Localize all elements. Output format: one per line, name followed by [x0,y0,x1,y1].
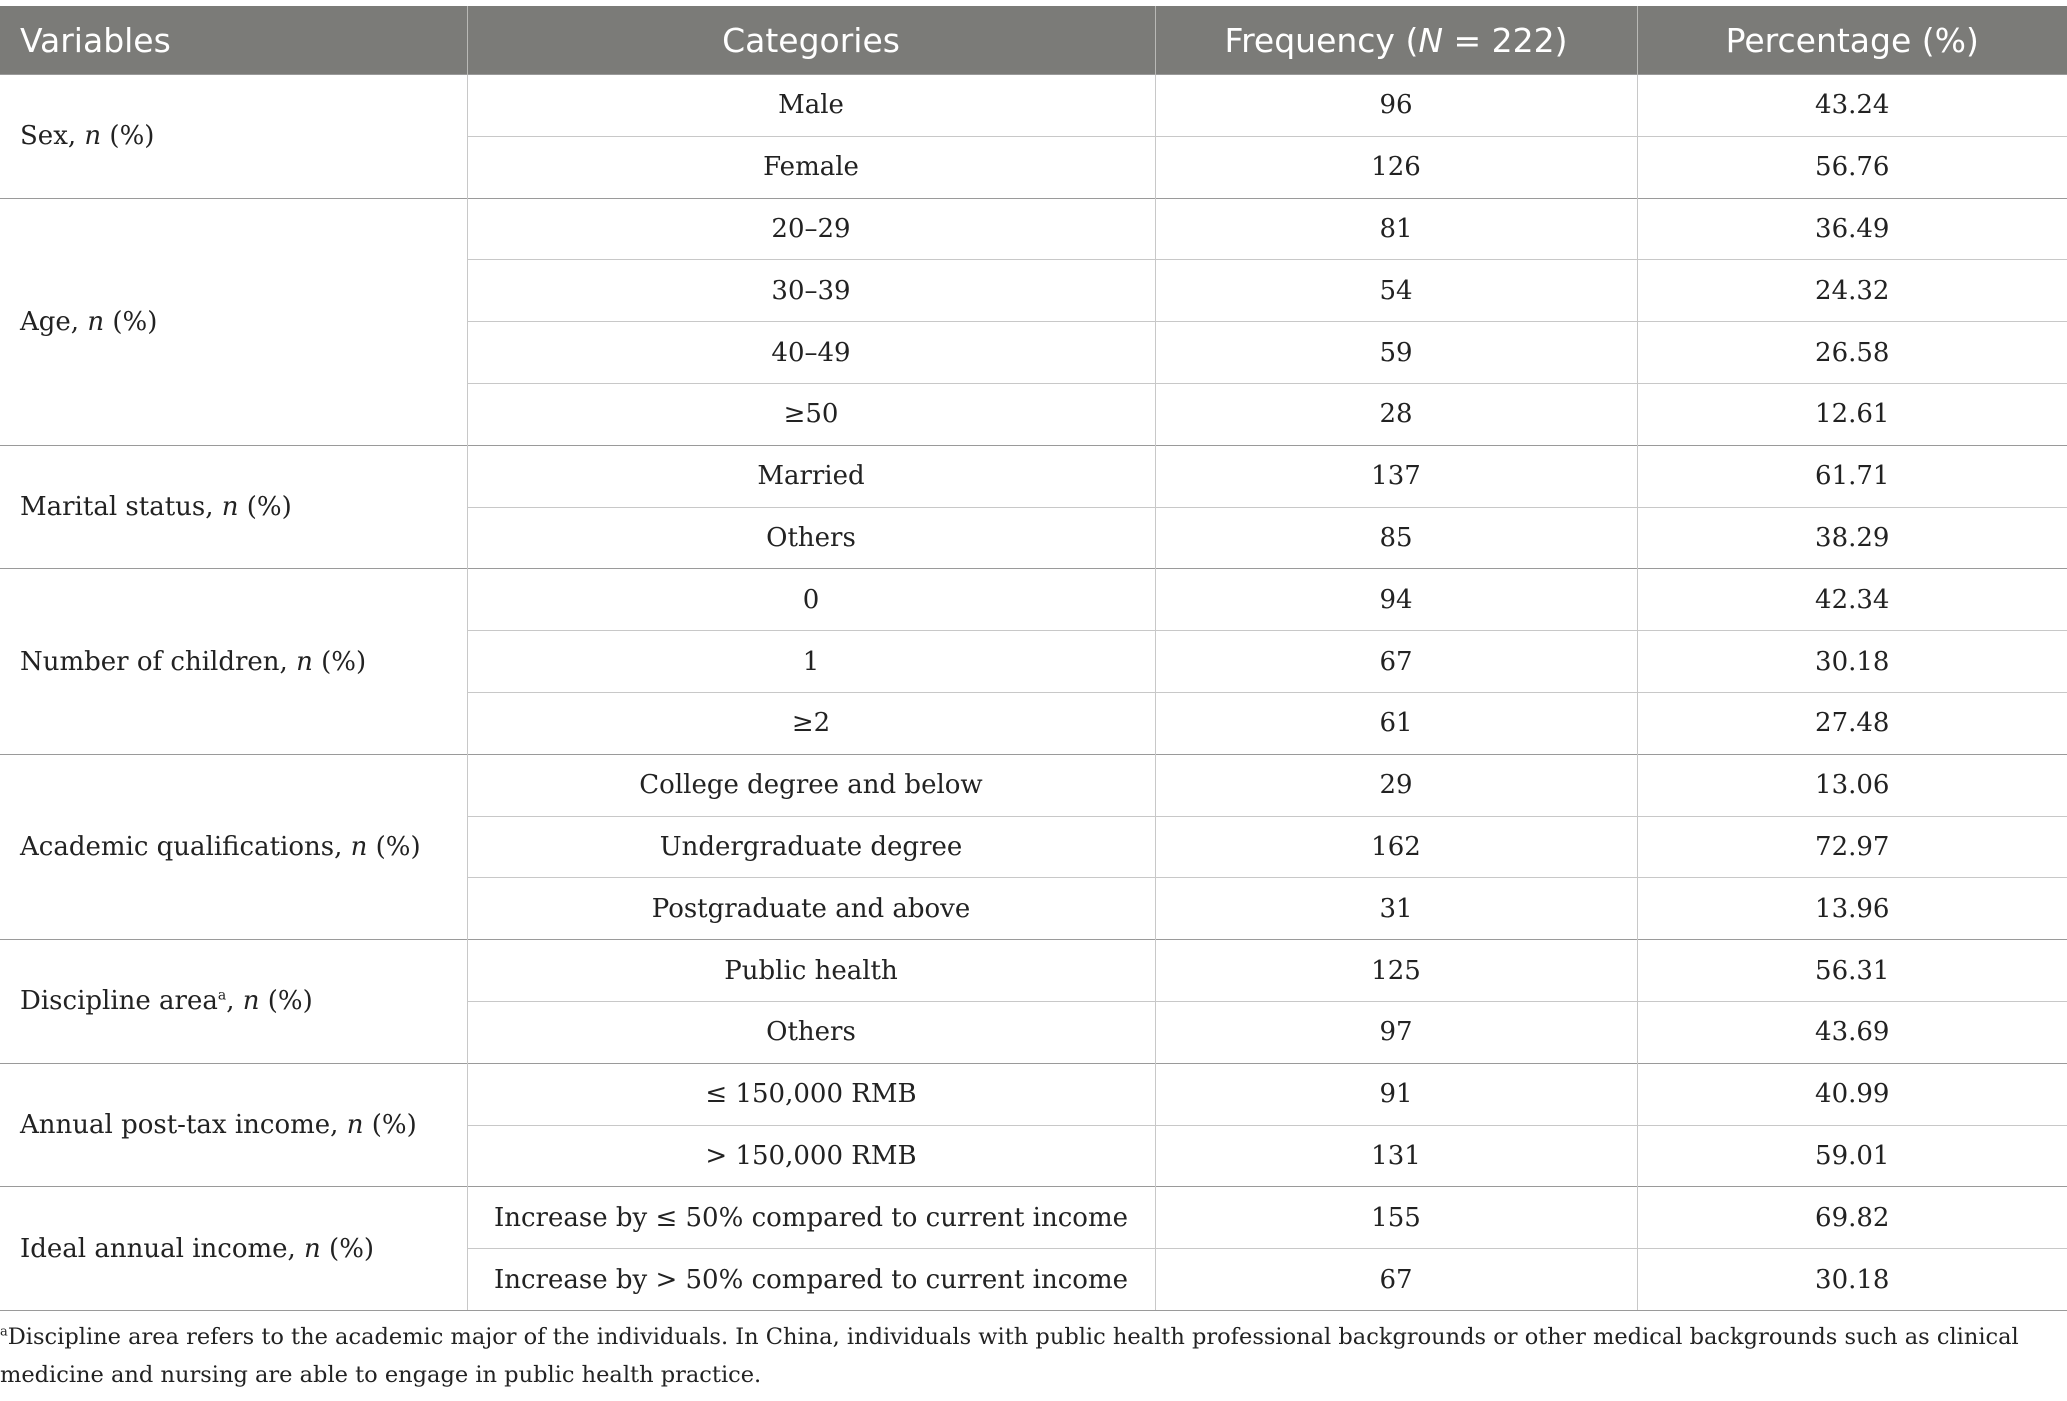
percentage-cell: 43.24 [1637,75,2067,137]
frequency-cell: 125 [1155,940,1637,1002]
category-cell: Public health [467,940,1155,1002]
category-cell: ≤ 150,000 RMB [467,1063,1155,1125]
frequency-cell: 81 [1155,198,1637,260]
variable-cell [0,569,467,754]
percent-suffix: (%) [104,306,158,337]
n-symbol: n [87,306,105,337]
frequency-cell: 131 [1155,1125,1637,1187]
category-cell: 40–49 [467,322,1155,384]
table-header [0,6,2067,75]
table-row [0,940,2067,1002]
demographics-table [0,6,2067,1311]
n-symbol: n [84,121,102,152]
category-cell: Undergraduate degree [467,816,1155,878]
percentage-cell: 56.76 [1637,136,2067,198]
percent-suffix: (%) [320,1233,375,1264]
category-cell: 1 [467,631,1155,693]
variable-label: Annual post-tax income, [20,1110,339,1141]
variable-cell [0,1187,467,1311]
header-percentage: Percentage (%) [1637,6,2067,75]
percentage-cell: 36.49 [1637,198,2067,260]
percent-suffix: (%) [312,646,367,677]
category-cell: Female [467,136,1155,198]
category-cell: > 150,000 RMB [467,1125,1155,1187]
frequency-cell: 162 [1155,816,1637,878]
category-cell: ≥50 [467,383,1155,445]
category-cell: Postgraduate and above [467,878,1155,940]
n-symbol: n [221,492,239,523]
variable-cell [0,445,467,569]
category-cell: Increase by ≤ 50% compared to current income [467,1187,1155,1249]
variable-cell [0,198,467,445]
category-cell: Increase by > 50% compared to current income [467,1249,1155,1311]
percentage-cell: 27.48 [1637,692,2067,754]
header-variables: Variables [0,6,467,75]
category-cell: Married [467,445,1155,507]
frequency-cell: 96 [1155,75,1637,137]
variable-label: Marital status, [20,492,214,523]
variable-cell [0,754,467,939]
category-cell: Male [467,75,1155,137]
percentage-cell: 56.31 [1637,940,2067,1002]
header-frequency-prefix: Frequency ( [1224,20,1419,60]
percentage-cell: 61.71 [1637,445,2067,507]
percentage-cell: 40.99 [1637,1063,2067,1125]
frequency-cell: 28 [1155,383,1637,445]
frequency-cell: 59 [1155,322,1637,384]
variable-cell [0,1063,467,1187]
footnote-marker: a [0,1324,8,1340]
frequency-cell: 54 [1155,260,1637,322]
frequency-cell: 91 [1155,1063,1637,1125]
percentage-cell: 38.29 [1637,507,2067,569]
percentage-cell: 43.69 [1637,1001,2067,1063]
percentage-cell: 24.32 [1637,260,2067,322]
n-symbol: n [242,986,260,1017]
variable-label-comma: , [226,986,235,1017]
percent-suffix: (%) [238,492,292,523]
percent-suffix: (%) [101,121,155,152]
header-row [0,6,2067,75]
percentage-cell: 26.58 [1637,322,2067,384]
category-cell: 30–39 [467,260,1155,322]
table-body [0,75,2067,1311]
variable-cell [0,75,467,199]
percentage-cell: 12.61 [1637,383,2067,445]
table-row [0,754,2067,816]
header-categories: Categories [467,6,1155,75]
table-row [0,569,2067,631]
frequency-cell: 67 [1155,631,1637,693]
frequency-cell: 155 [1155,1187,1637,1249]
n-symbol: n [350,831,368,862]
table-row [0,198,2067,260]
n-symbol: n [304,1233,321,1264]
category-cell: 0 [467,569,1155,631]
variable-label: Number of children, [20,646,288,677]
table-row [0,445,2067,507]
header-frequency-suffix: = 222) [1443,20,1568,60]
frequency-cell: 137 [1155,445,1637,507]
variable-label: Ideal annual income, [20,1233,296,1264]
n-symbol: n [296,646,313,677]
n-symbol: n [346,1110,364,1141]
percentage-cell: 72.97 [1637,816,2067,878]
variable-label: Sex, [20,121,77,152]
category-cell: ≥2 [467,692,1155,754]
frequency-cell: 94 [1155,569,1637,631]
variable-cell [0,940,467,1064]
header-frequency [1155,6,1637,75]
percentage-cell: 30.18 [1637,631,2067,693]
percentage-cell: 69.82 [1637,1187,2067,1249]
category-cell: Others [467,1001,1155,1063]
table-footnote [0,1318,2050,1394]
table-row [0,75,2067,137]
percentage-cell: 13.96 [1637,878,2067,940]
category-cell: College degree and below [467,754,1155,816]
frequency-cell: 31 [1155,878,1637,940]
frequency-cell: 61 [1155,692,1637,754]
percentage-cell: 13.06 [1637,754,2067,816]
percentage-cell: 30.18 [1637,1249,2067,1311]
frequency-cell: 67 [1155,1249,1637,1311]
table-row [0,1187,2067,1249]
category-cell: 20–29 [467,198,1155,260]
percent-suffix: (%) [363,1110,417,1141]
footnote-reference: a [217,987,227,1004]
frequency-cell: 29 [1155,754,1637,816]
frequency-cell: 97 [1155,1001,1637,1063]
frequency-cell: 126 [1155,136,1637,198]
percentage-cell: 42.34 [1637,569,2067,631]
percentage-cell: 59.01 [1637,1125,2067,1187]
category-cell: Others [467,507,1155,569]
table-row [0,1063,2067,1125]
percent-suffix: (%) [367,831,421,862]
frequency-cell: 85 [1155,507,1637,569]
variable-label: Discipline area [20,986,218,1017]
variable-label: Academic qualifications, [20,831,343,862]
footnote-text: Discipline area refers to the academic major of the individuals. In China, individuals with public health professional backgrounds or other medical backgrounds such as clinical medicine and nursing are able to engage in public health practice. [0,1324,2019,1388]
header-frequency-n: N [1418,20,1444,60]
variable-label: Age, [20,306,80,337]
percent-suffix: (%) [259,986,313,1017]
